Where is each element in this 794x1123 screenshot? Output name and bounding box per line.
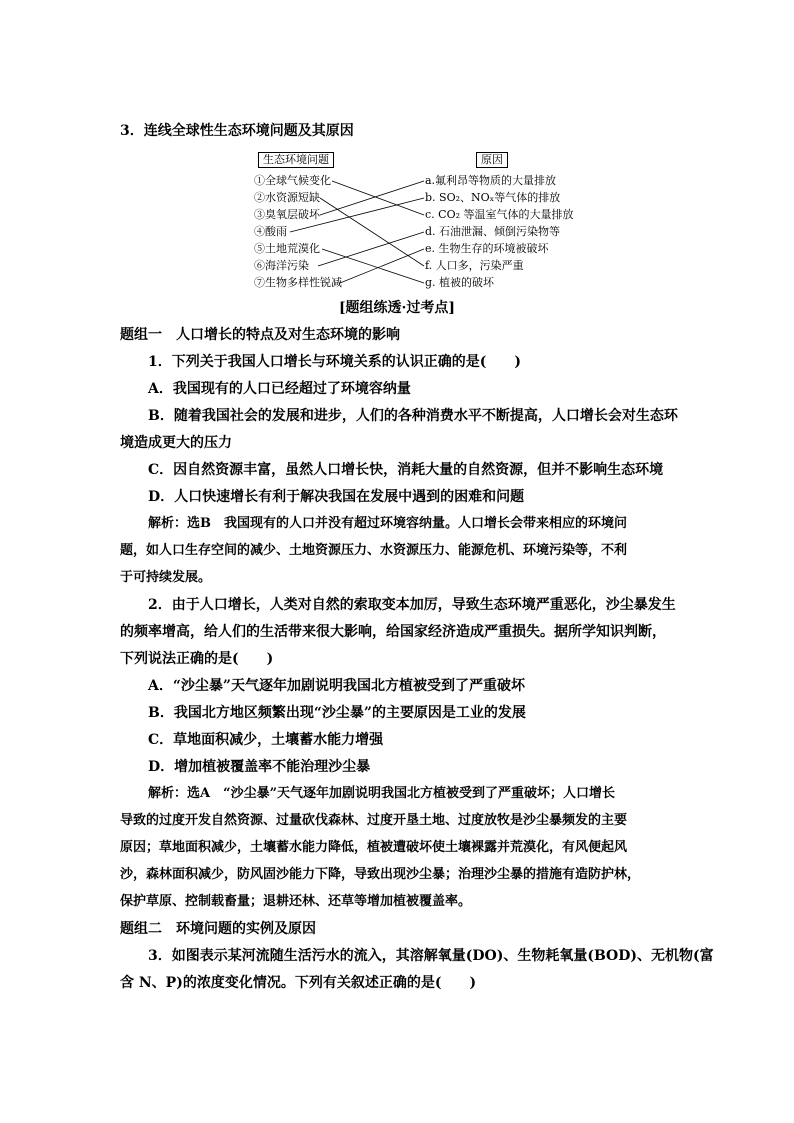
q2-stem-line3: 下列说法正确的是( ) (120, 651, 274, 667)
group2-title: 题组二 环境问题的实例及原因 (120, 921, 316, 937)
q1-option-d: D．人口快速增长有利于解决我国在发展中遇到的困难和问题 (148, 489, 525, 505)
connector-7-e (340, 249, 424, 283)
problem-4: ④酸雨 (254, 225, 287, 238)
cause-f: f. 人口多，污染严重 (425, 259, 524, 272)
problem-7: ⑦生物多样性锐减 (254, 276, 342, 289)
cause-b: b. SO₂、NOₓ等气体的排放 (425, 191, 561, 204)
cause-e: e. 生物生存的环境被破坏 (425, 242, 549, 255)
problem-6: ⑥海洋污染 (254, 259, 309, 272)
q1-answer-line1: 解析：选B 我国现有的人口并没有超过环境容纳量。人口增长会带来相应的环境问 (148, 516, 627, 531)
q2-stem-line1: 2．由于人口增长，人类对自然的索取变本加厉，导致生态环境严重恶化，沙尘暴发生 (148, 597, 676, 613)
cause-d: d. 石油泄漏、倾倒污染物等 (425, 225, 561, 238)
q1-option-c: C．因自然资源丰富，虽然人口增长快，消耗大量的自然资源，但并不影响生态环境 (148, 462, 664, 478)
q2-answer-line3: 原因；草地面积减少，土壤蓄水能力降低，植被遭破坏使土壤裸露并荒漠化，有风便起风 (120, 840, 628, 855)
q3-stem-line1: 3．如图表示某河流随生活污水的流入，其溶解氧量(DO)、生物耗氧量(BOD)、无机物(富 (148, 948, 714, 964)
problem-2: ②水资源短缺 (254, 191, 320, 204)
problem-3: ③臭氧层破坏 (254, 208, 320, 221)
q2-answer-line5: 保护草原、控制载畜量；退耕还林、还草等增加植被覆盖率。 (120, 894, 472, 909)
connector-lines (0, 0, 794, 320)
connector-3-a (320, 181, 424, 215)
problem-1: ①全球气候变化 (254, 174, 331, 187)
q2-option-d: D．增加植被覆盖率不能治理沙尘暴 (148, 759, 371, 775)
q2-answer-line4: 沙，森林面积减少，防风固沙能力下降，导致出现沙尘暴；治理沙尘暴的措施有造防护林， (120, 867, 641, 882)
connector-2-f (320, 198, 424, 266)
q2-answer-line1: 解析：选A “沙尘暴”天气逐年加剧说明我国北方植被受到了严重破坏；人口增长 (148, 786, 616, 801)
connector-6-d (318, 232, 424, 266)
section3-title: 3．连线全球性生态环境问题及其原因 (120, 123, 354, 139)
q2-option-a: A．“沙尘暴”天气逐年加剧说明我国北方植被受到了严重破坏 (148, 678, 525, 694)
q2-option-c: C．草地面积减少，土壤蓄水能力增强 (148, 732, 384, 748)
practice-header: [题组练透·过考点] (338, 300, 456, 316)
q1-answer-line2: 题，如人口生存空间的减少、土地资源压力、水资源压力、能源危机、环境污染等，不利 (120, 543, 628, 558)
cause-c: c. CO₂ 等温室气体的大量排放 (425, 208, 574, 221)
group1-title: 题组一 人口增长的特点及对生态环境的影响 (120, 327, 400, 343)
problem-5: ⑤土地荒漠化 (254, 242, 320, 255)
problems-header-box: 生态环境问题 (258, 152, 334, 168)
q1-stem: 1．下列关于我国人口增长与环境关系的认识正确的是( ) (148, 354, 521, 370)
q1-option-b-line1: B．随着我国社会的发展和进步，人们的各种消费水平不断提高，人口增长会对生态环 (148, 408, 678, 424)
q1-option-b-line2: 境造成更大的压力 (120, 435, 232, 451)
cause-g: g. 植被的破坏 (425, 276, 495, 289)
causes-header-box: 原因 (476, 152, 508, 168)
q3-stem-line2: 含 N、P)的浓度变化情况。下列有关叙述正确的是( ) (120, 975, 477, 991)
q2-answer-line2: 导致的过度开发自然资源、过量砍伐森林、过度开垦土地、过度放牧是沙尘暴频发的主要 (120, 813, 628, 828)
q1-answer-line3: 于可持续发展。 (120, 570, 212, 585)
q1-option-a: A．我国现有的人口已经超过了环境容纳量 (148, 381, 411, 397)
q2-stem-line2: 的频率增高，给人们的生活带来很大影响，给国家经济造成严重损失。据所学知识判断， (120, 624, 666, 640)
cause-a: a.氟利昂等物质的大量排放 (425, 174, 557, 187)
q2-option-b: B．我国北方地区频繁出现“沙尘暴”的主要原因是工业的发展 (148, 705, 526, 721)
connector-5-g (322, 249, 424, 283)
